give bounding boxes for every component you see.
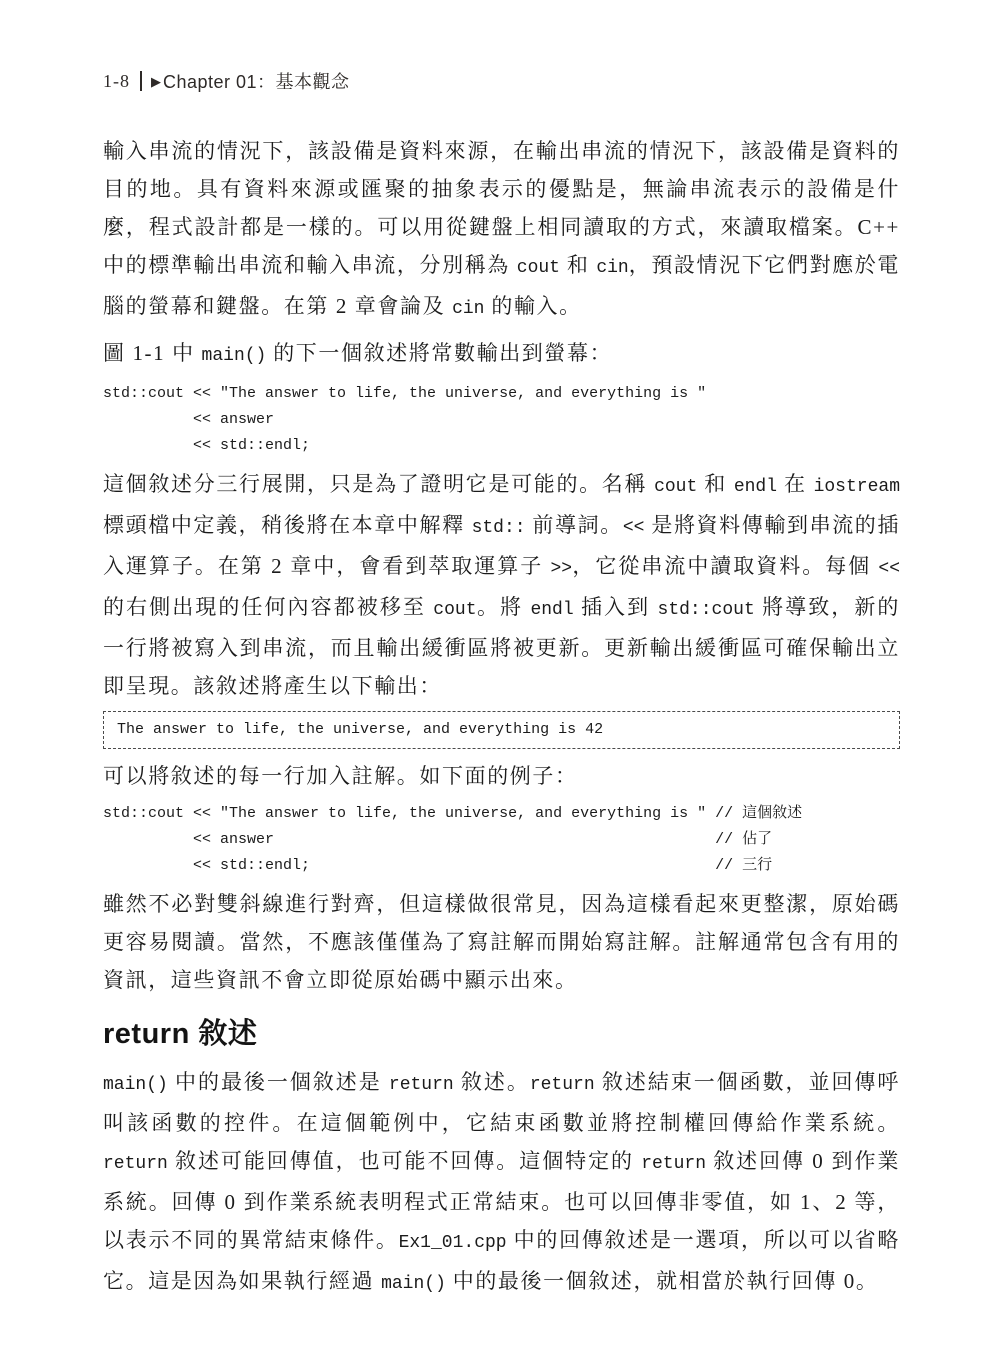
inline-code: main() <box>201 346 267 366</box>
inline-code: cout <box>433 600 477 620</box>
inline-code: << <box>622 518 645 538</box>
inline-code: return <box>641 1154 706 1174</box>
paragraph <box>103 757 900 795</box>
paragraph <box>103 885 900 999</box>
paragraph <box>103 334 900 375</box>
inline-code: std:: <box>471 518 526 538</box>
text-run: 圖 1-1 中 <box>103 341 202 365</box>
text-run: 。將 <box>476 595 531 619</box>
inline-code: cout <box>516 258 560 278</box>
inline-code: return <box>529 1075 595 1095</box>
text-run: 中的最後一個敘述是 <box>167 1070 389 1094</box>
paragraph <box>103 132 900 328</box>
code-block: std::cout << "The answer to life, the universe, and everything is " << answer << std::endl; <box>103 385 707 454</box>
inline-code: main() <box>103 1075 168 1095</box>
text-run: 敘述可能回傳值，也可能不回傳。這個特定的 <box>167 1149 642 1173</box>
text-run: 標頭檔中定義，稍後將在本章中解釋 <box>103 513 472 537</box>
text-run: 將導致，新的一行將被寫入到串流，而且輸出緩衝區將被更新。更新輸出緩衝區可確保輸出立即呈現。該敘述將產生以下輸出： <box>103 595 901 698</box>
inline-code: cout <box>654 477 698 497</box>
text-run: ，它從串流中讀取資料。每個 <box>572 554 879 578</box>
text-run: 和 <box>559 253 597 277</box>
inline-code: return <box>388 1075 454 1095</box>
content <box>103 132 900 1303</box>
page-number: 1-8 <box>103 70 130 91</box>
text-run: 敘述結束一個函數，並回傳呼叫該函數的控件。在這個範例中，它結束函數並將控制權回傳給作業系統。 <box>103 1070 900 1135</box>
section-heading <box>103 1017 900 1051</box>
text-run: ，預設情況下它們對應於電腦的螢幕和鍵盤。在第 2 章會論及 <box>103 253 900 318</box>
text-run: 前導詞。 <box>525 513 623 537</box>
paragraph <box>103 465 900 705</box>
inline-code: main() <box>381 1274 446 1294</box>
inline-code: std::cout <box>657 600 755 620</box>
text-run: 敘述回傳 0 到作業系統。回傳 0 到作業系統表明程式正常結束。也可以回傳非零值，如 1、2 等，以表示不同的異常結束條件。 <box>103 1149 900 1252</box>
text-run: 和 <box>697 472 734 496</box>
inline-code: << <box>878 559 901 579</box>
text-run: 的輸入。 <box>484 294 582 318</box>
text-run: 輸入串流的情況下，該設備是資料來源，在輸出串流的情況下，該設備是資料的目的地。具有資料來源或匯聚的抽象表示的優點是，無論串流表示的設備是什麼，程式設計都是一樣的。可以用從鍵盤上相同讀取的方式，來讀取檔案。C++ 中的標準輸出串流和輸入串流，分別稱為 <box>103 139 900 277</box>
inline-code: iostream <box>813 477 900 497</box>
console-output-box: The answer to life, the universe, and everything is 42 <box>103 711 900 749</box>
chapter-title: Chapter 01：基本觀念 <box>163 72 350 92</box>
text-run: 可以將敘述的每一行加入註解。如下面的例子： <box>103 764 578 788</box>
inline-code: Ex1_01.cpp <box>398 1233 507 1253</box>
text-run: 這個敘述分三行展開，只是為了證明它是可能的。名稱 <box>103 472 655 496</box>
inline-code: endl <box>733 477 778 497</box>
text-run: 中的回傳敘述是一選項，所以可以省略它。這是因為如果執行經過 <box>103 1228 900 1293</box>
chapter-arrow-icon: ▶ <box>151 73 161 89</box>
page-header <box>103 70 900 92</box>
text-run: 敘述。 <box>453 1070 530 1094</box>
text-run: return 敘述 <box>103 1018 258 1050</box>
text-run: 雖然不必對雙斜線進行對齊，但這樣做很常見，因為這樣看起來更整潔，原始碼更容易閱讀。當然，不應該僅僅為了寫註解而開始寫註解。註解通常包含有用的資訊，這些資訊不會立即從原始碼中顯示出來。 <box>103 892 900 992</box>
paragraph <box>103 1063 900 1303</box>
text-run: 中的最後一個敘述，就相當於執行回傳 0。 <box>445 1269 879 1293</box>
code-block: std::cout << "The answer to life, the universe, and everything is " // 這個敘述 << answer // 佔了 << std::endl; // 三行 <box>103 805 803 874</box>
inline-code: return <box>103 1154 168 1174</box>
text-run: 的下一個敘述將常數輸出到螢幕： <box>266 341 613 365</box>
inline-code: cin <box>452 299 485 319</box>
inline-code: endl <box>530 600 574 620</box>
text-run: 是將資料傳輸到串流的插入運算子。在第 2 章中，會看到萃取運算子 <box>103 513 901 578</box>
text-run: 插入到 <box>573 595 658 619</box>
text-run: 的右側出現的任何內容都被移至 <box>103 595 434 619</box>
inline-code: cin <box>596 258 629 278</box>
header-divider <box>140 71 142 91</box>
text-run: 在 <box>777 472 814 496</box>
inline-code: >> <box>550 559 573 579</box>
